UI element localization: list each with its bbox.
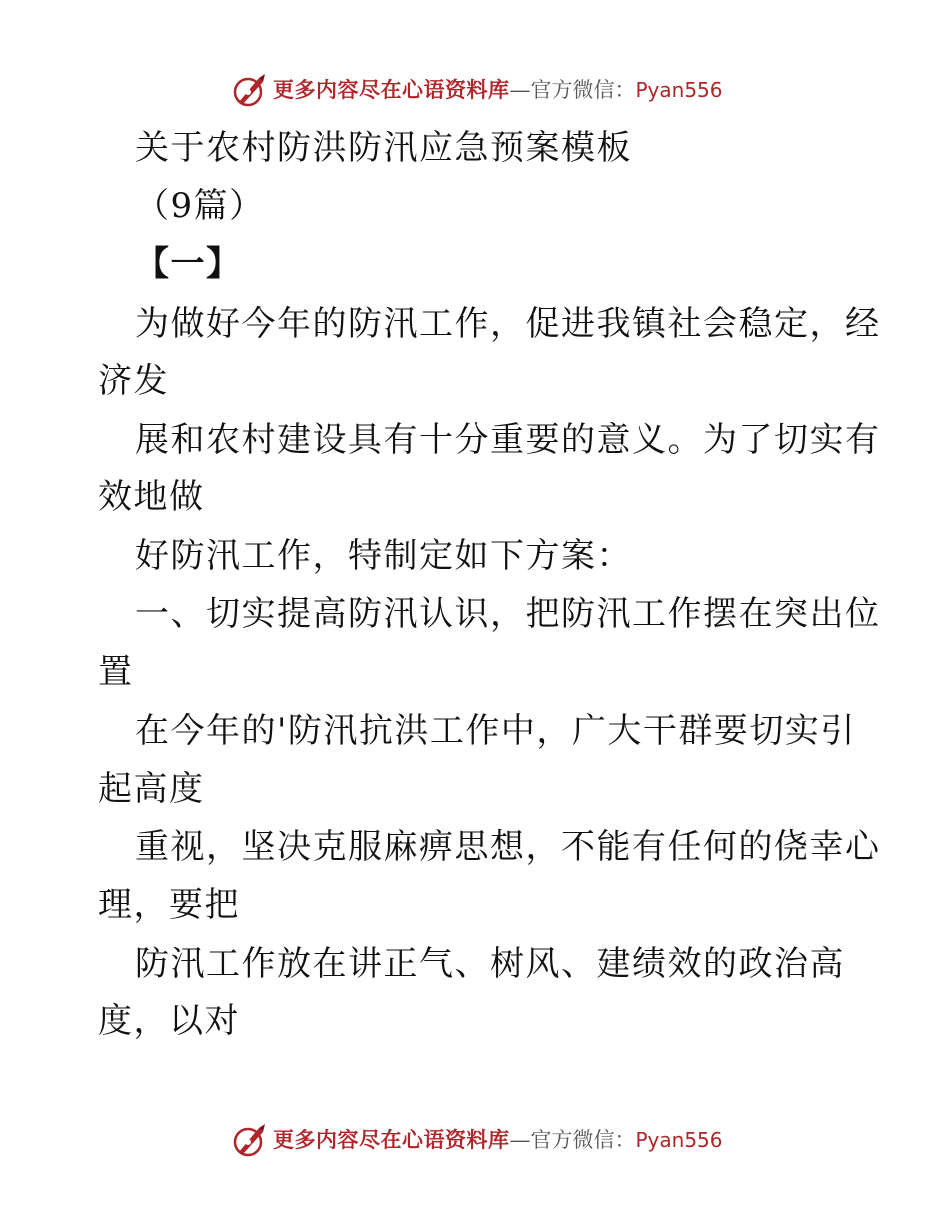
paragraph-line: 度，以对 bbox=[98, 1001, 240, 1041]
paragraph-line: 济发 bbox=[98, 361, 169, 401]
header-wechat-id: Pyan556 bbox=[635, 78, 723, 102]
header-banner-text bbox=[273, 76, 723, 104]
paragraph-line: 好防汛工作，特制定如下方案： bbox=[135, 536, 632, 576]
paragraph-line: 置 bbox=[98, 652, 134, 692]
paragraph-line: 理，要把 bbox=[98, 885, 240, 925]
document-subtitle: （9篇） bbox=[135, 186, 265, 226]
header-wechat-label: 官方微信： bbox=[530, 78, 636, 102]
paragraph-line: 为做好今年的防汛工作，促进我镇社会稳定，经 bbox=[135, 304, 881, 344]
paragraph-line: 在今年的'防汛抗洪工作中，广大干群要切实引 bbox=[135, 711, 856, 751]
paragraph-line: 一、切实提高防汛认识，把防汛工作摆在突出位 bbox=[135, 594, 881, 634]
paragraph-line: 防汛工作放在讲正气、树风、建绩效的政治高 bbox=[135, 944, 845, 984]
paragraph-line: 展和农村建设具有十分重要的意义。为了切实有 bbox=[135, 420, 881, 460]
footer-banner bbox=[0, 1118, 950, 1162]
section-marker: 【一】 bbox=[135, 244, 242, 284]
document-title: 关于农村防洪防汛应急预案模板 bbox=[135, 128, 632, 168]
footer-wechat-label: 官方微信： bbox=[530, 1128, 636, 1152]
header-banner bbox=[0, 68, 950, 112]
footer-brand-text: 更多内容尽在心语资料库 bbox=[273, 1127, 510, 1152]
paragraph-line: 重视，坚决克服麻痹思想，不能有任何的侥幸心 bbox=[135, 827, 881, 867]
footer-banner-text bbox=[273, 1126, 723, 1154]
paragraph-line: 效地做 bbox=[98, 477, 205, 517]
footer-wechat-id: Pyan556 bbox=[635, 1128, 723, 1152]
header-dash: — bbox=[509, 78, 531, 102]
header-brand-text: 更多内容尽在心语资料库 bbox=[273, 77, 510, 102]
paragraph-line: 起高度 bbox=[98, 769, 205, 809]
pen-nib-logo-icon bbox=[233, 72, 267, 108]
pen-nib-logo-icon bbox=[233, 1122, 267, 1158]
footer-dash: — bbox=[509, 1128, 531, 1152]
